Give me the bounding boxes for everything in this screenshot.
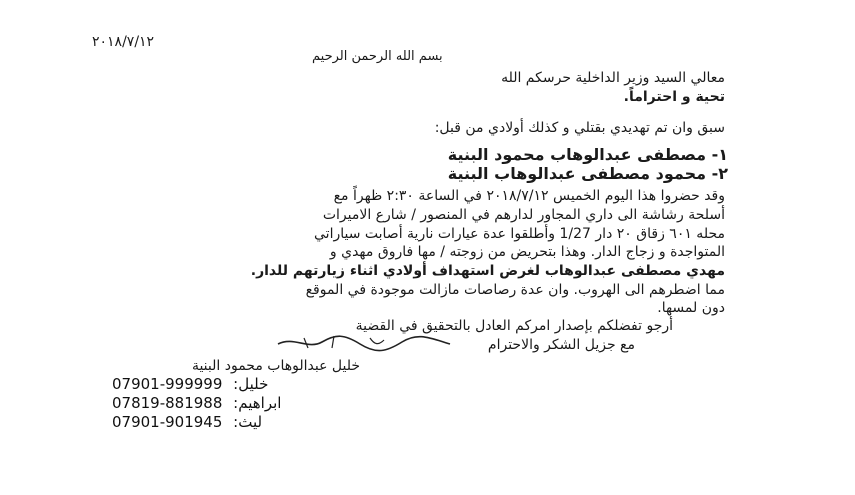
intro-line: سبق وان تم تهديدي بقتلي و كذلك أولادي من قبل: (434, 120, 725, 136)
phone-line (112, 375, 268, 393)
basmala: بسم الله الرحمن الرحيم (312, 49, 443, 64)
phone-label: ليث: (233, 413, 263, 431)
phone-line (112, 413, 262, 431)
addressee: معالي السيد وزير الداخلية حرسكم الله (501, 70, 725, 86)
body-line: محله ٦٠١ زقاق ٢٠ دار 1/27 وأطلقوا عدة عيارات نارية أصابت سياراتي (314, 226, 725, 242)
threat-item: ٢- محمود مصطفى عبدالوهاب البنية (447, 164, 728, 183)
body-line: أسلحة رشاشة الى داري المجاور لدارهم في المنصور / شارع الاميرات (322, 207, 725, 223)
greeting: تحية و احتراماً. (623, 89, 725, 105)
closing-line: أرجو تفضلكم بإصدار امركم العادل بالتحقيق في القضية (355, 318, 673, 334)
phone-label: خليل: (233, 375, 269, 393)
phone-number: 07819-881988 (112, 394, 223, 412)
body-line: المتواجدة و زجاج الدار. وهذا بتحريض من زوجته / مها فاروق مهدي و (329, 244, 725, 260)
sender-name: خليل عبدالوهاب محمود البنية (191, 358, 360, 374)
threat-item: ١- مصطفى عبدالوهاب محمود البنية (447, 145, 728, 164)
body-line: وقد حضروا هذا اليوم الخميس ٢٠١٨/٧/١٢ في الساعة ٢:٣٠ ظهراً مع (333, 188, 725, 204)
phone-label: ابراهيم: (233, 394, 282, 412)
body-line: مما اضطرهم الى الهروب. وان عدة رصاصات مازالت موجودة في الموقع (305, 282, 725, 298)
body-line: مهدي مصطفى عبدالوهاب لغرض استهداف أولادي اثناء زيارتهم للدار. (250, 263, 725, 279)
signature-scribble (274, 330, 454, 356)
letter-date: ٢٠١٨/٧/١٢ (92, 34, 155, 50)
phone-line (112, 394, 281, 412)
closing-line: مع جزيل الشكر والاحترام (487, 337, 635, 353)
body-line: دون لمسها. (657, 300, 725, 316)
phone-number: 07901-901945 (112, 413, 223, 431)
phone-number: 07901-999999 (112, 375, 223, 393)
